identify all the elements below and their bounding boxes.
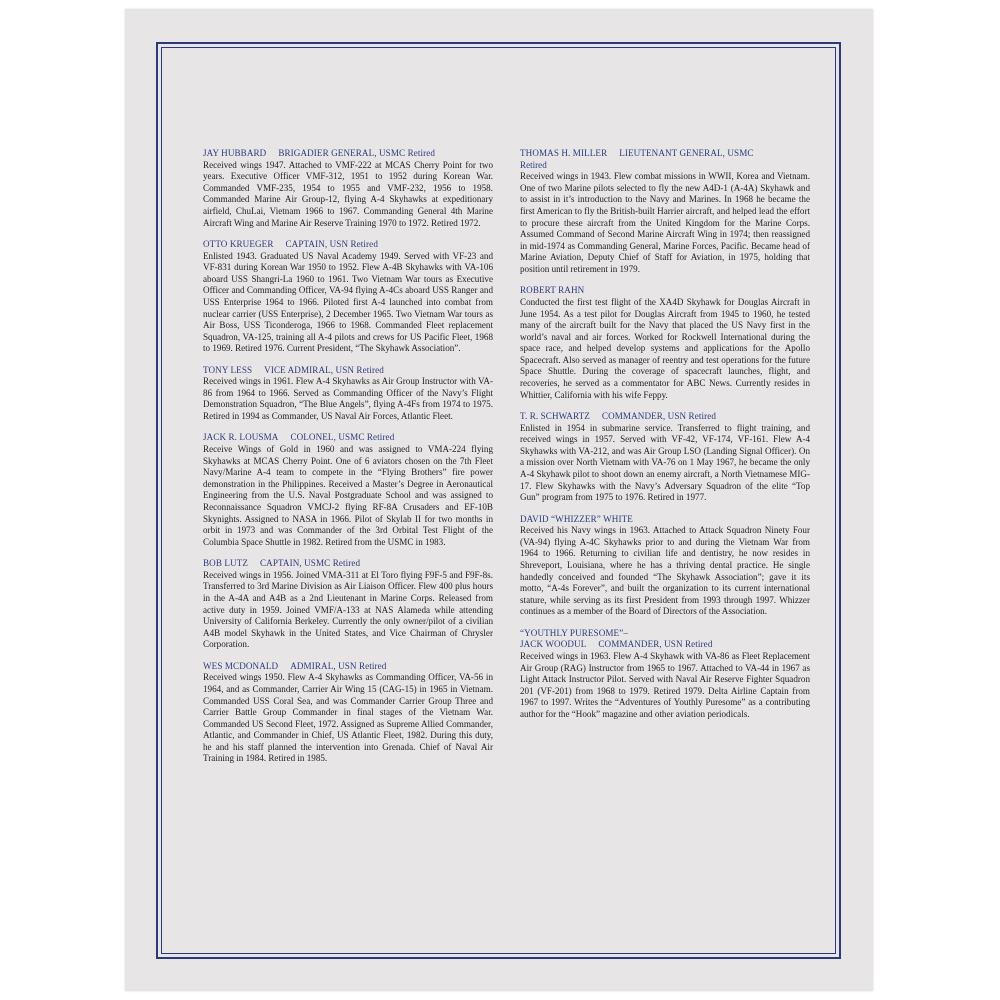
- bio-entry: [203, 239, 493, 355]
- person-name: JAY HUBBARD: [203, 148, 267, 158]
- person-name: WES MCDONALD: [203, 660, 279, 671]
- retired-label: Retired: [685, 639, 713, 650]
- bio-text: Enlisted 1943. Graduated US Naval Academy 1949. Served with VF-23 and VF-831 during Korean War 1950 to 1952. Flew A-4B Skyhawks with VA-106 aboard USS Shangri-La 1960 to 1961. Two Vietnam War tours as Executive Officer and Commanding Officer, VA-94 flying A-4Cs aboard USS Ranger and USS Enterprise 1964 to 1966. Piloted first A-4 launched into combat from nuclear carrier (USS Enterprise), 2 December 1965. Two Vietnam War tours as Air Boss, USS Ticonderoga, 1966 to 1968. Commanded Fleet replacement Squadron, VA-125, training all A-4 pilots and crews for US Pacific Fleet, 1968 to 1969. Retired 1976. Current President, “The Skyhawk Association”.: [203, 250, 493, 354]
- rank-text: BRIGADIER GENERAL, USMC: [278, 148, 406, 158]
- person-name: TONY LESS: [203, 364, 253, 375]
- bio-entry: [203, 432, 493, 548]
- bio-text: Received wings 1947. Attached to VMF-222 at MCAS Cherry Point for two years. Executive Officer VMF-312, 1951 to 1952 during Korean War. Commanded VMF-235, 1954 to 1955 and VMF-232, 1956 to 1958. Commanded Marine Air Group-12, flying A-4 Skyhawks at expeditionary airfield, ChuLai, Vietnam 1966 to 1967. Commanding General 4th Marine Aircraft Wing and Marine Air Reserve Training 1970 to 1972. Retired 1972.: [203, 159, 493, 228]
- bio-entry: [203, 558, 493, 651]
- person-rank: [264, 365, 384, 375]
- rank-text: COMMANDER, USN: [601, 411, 687, 422]
- person-name: DAVID “WHIZZER” WHITE: [520, 513, 633, 524]
- bio-text: Conducted the first test flight of the XA4D Skyhawk for Douglas Aircraft in June 1954. As a test pilot for Douglas Aircraft from 1945 to 1960, he tested many of the aircraft built for the Navy that placed the US Navy first in the world’s naval and air forces. Worked for Rockwell International during the space race, and helped develop systems and applications for the Apollo Spacecraft. Also served as manager of reentry and test operations for the future Space Shuttle. During the coverage of spacecraft launches, flight, and recoveries, he served as a commentator for ABC News. Currently resides in Whittier, California with his wife Feppy.: [520, 296, 810, 400]
- bio-heading: [520, 514, 810, 526]
- retired-label: Retired: [332, 558, 361, 569]
- rank-text: COMMANDER, USN: [598, 639, 683, 650]
- person-name: BOB LUTZ: [203, 558, 249, 569]
- person-rank: LIEUTENANT GENERAL, USMC: [619, 148, 754, 158]
- bio-entry: [520, 148, 810, 276]
- bio-heading: [203, 239, 493, 251]
- retired-label: Retired: [356, 364, 384, 375]
- bio-entry: [520, 285, 810, 401]
- left-column: [203, 148, 493, 775]
- bio-heading: [520, 148, 810, 160]
- bio-heading: [520, 285, 810, 297]
- bio-heading: [203, 661, 493, 673]
- person-name: ROBERT RAHN: [520, 285, 585, 296]
- retired-label: Retired: [350, 238, 378, 249]
- bio-text: Received wings in 1961. Flew A-4 Skyhawks as Air Group Instructor with VA-86 from 1964 to 1966. Served as Commanding Officer of the Navy’s Flight Demonstration Squadron, “The Blue Angels”, flying A-4Fs from 1974 to 1975. Retired in 1994 as Commander, US Naval Air Forces, Atlantic Fleet.: [203, 376, 493, 422]
- bio-heading: [203, 432, 493, 444]
- bio-entry: [203, 365, 493, 423]
- bio-heading: [203, 148, 493, 160]
- bio-entry: [203, 661, 493, 765]
- person-rank: [598, 639, 712, 649]
- bio-entry: [203, 148, 493, 229]
- bio-text: Enlisted in 1954 in submarine service. Transferred to flight training, and received wings in 1957. Served with VF-42, VF-174, VF-161. Flew A-4 Skyhawks with VA-212, and was Air Group LSO (Landing Signal Officer). On a mission over North Vietnam with VA-76 on 1 May 1967, he became the only A-4 Skyhawk pilot to shoot down an enemy aircraft, a North Vietnamese MIG-17. Flew Skyhawks with the Navy’s Adversary Squadron of the elite “Top Gun” program from 1975 to 1976. Retired in 1977.: [520, 422, 810, 503]
- rank-text: COLONEL, USMC: [290, 432, 365, 443]
- rank-text: CAPTAIN, USN: [285, 238, 349, 249]
- bio-text: Received wings in 1956. Joined VMA-311 at El Toro flying F9F-5 and F9F-8s. Transferred to 3rd Marine Division as Air Liaison Officer. Flew 400 plus hours in the A-4A and A4B as a 2nd Lieutenant in Marine Corps. Released from active duty in 1959. Joined VMF/A-133 at NAS Alameda while attending University of California Berkeley. Currently the only owner/pilot of a civilian A4B model Skyhawk in the United States, and Vice Chairman of Chrysler Corporation.: [203, 569, 493, 650]
- person-rank: [286, 239, 378, 249]
- retired-label: Retired: [407, 148, 436, 158]
- retired-label: Retired: [366, 432, 395, 443]
- retired-label: Retired: [358, 660, 387, 671]
- person-rank: [602, 411, 716, 421]
- bio-entry: [520, 628, 810, 721]
- bio-text: Received wings in 1943. Flew combat missions in WWII, Korea and Vietnam. One of two Marine pilots selected to fly the new A4D-1 (A-4A) Skyhawk and to assist in it’s introduction to the Navy and Marines. In 1968 he became the first American to fly the British-built Harrier aircraft, and helped lead the effort to procure these aircraft from the United Kingdom for the Marine Corps. Assumed Command of Second Marine Aircraft Wing in 1974; then reassigned in mid-1974 as Commanding General, Marine Forces, Pacific. Became head of Marine Aviation, Deputy Chief of Staff for Aviation, in 1975, holding that position until retirement in 1979.: [520, 171, 810, 274]
- retired-label: Retired: [520, 159, 547, 170]
- bio-heading: [203, 558, 493, 570]
- bio-heading: [520, 639, 810, 651]
- right-column: [520, 148, 810, 730]
- person-rank: [290, 661, 386, 671]
- bio-heading: [520, 411, 810, 423]
- person-rank: [278, 148, 435, 158]
- rank-text: VICE ADMIRAL, USN: [264, 364, 355, 375]
- person-name: JACK R. LOUSMA: [203, 432, 279, 443]
- bio-text: Received wings in 1963. Flew A-4 Skyhawk with VA-86 as Fleet Replacement Air Group (RAG) Instructor from 1965 to 1967. Attached to VA-44 in 1967 as Light Attack Instructor Pilot. Served with Naval Air Reserve Fighter Squadron 201 (VF-201) from 1968 to 1979. Retired 1979. Delta Airline Captain from 1967 to 1997. Writes the “Adventures of Youthly Puresome” as a contributing author for the “Hook” magazine and other aviation periodicals.: [520, 650, 810, 719]
- person-name: JACK WOODUL: [520, 639, 587, 650]
- bio-text: Received wings 1950. Flew A-4 Skyhawks as Commanding Officer, VA-56 in 1964, and as Commander, Carrier Air Wing 15 (CAG-15) in 1965 in Vietnam. Commanded USS Coral Sea, and was Commander Carrier Group Three and Carrier Battle Group Commander in final stages of the Vietnam War. Commanded US Second Fleet, 1972. Assigned as Supreme Allied Commander, Atlantic, and Commander in Chief, US Atlantic Fleet, 1982. During this duty, he and his staff planned the intervention into Grenada. Chief of Naval Air Training in 1984. Retired in 1985.: [203, 672, 493, 764]
- person-name: THOMAS H. MILLER: [520, 148, 608, 158]
- person-name: T. R. SCHWARTZ: [520, 411, 590, 422]
- bio-heading: [203, 365, 493, 377]
- bio-text: Received his Navy wings in 1963. Attached to Attack Squadron Ninety Four (VA-94) flying A-4C Skyhawks prior to and during the Vietnam War from 1964 to 1966. Returning to civilian life and dentistry, he now resides in Shreveport, Louisiana, where he has a thriving dental practice. He single handedly conceived and founded “The Skyhawk Association”; gave it its motto, “A-4s Forever”, and built the organization to its current international stature, while serving as its first President from 1993 through 1997. Whizzer continues as a member of the Board of Directors of the Association.: [520, 525, 810, 617]
- person-name: OTTO KRUEGER: [203, 238, 274, 249]
- bio-entry: [520, 514, 810, 618]
- person-rank: [290, 432, 394, 442]
- person-rank: [260, 558, 360, 568]
- bio-nickname: “YOUTHLY PURESOME”–: [520, 627, 629, 638]
- bio-text: Receive Wings of Gold in 1960 and was assigned to VMA-224 flying Skyhawks at MCAS Cherry Point. One of 6 aviators chosen on the 7th Fleet Navy/Marine A-4 team to compete in the “Flying Brothers” fire power demonstration in the Philippines. Received a Master’s Degree in Aeronautical Engineering from the U.S. Naval Postgraduate School and was assigned to Reconnaissance Squadron VMCJ-2 flying RF-8A Crusaders and EF-10B Skynights. Assigned to NASA in 1966. Pilot of Skylab II for two months in orbit in 1973 and was Commander of the 3rd Orbital Test Flight of the Columbia Space Shuttle in 1982. Retired from the USMC in 1983.: [203, 444, 493, 547]
- retired-label: Retired: [688, 411, 717, 422]
- rank-text: ADMIRAL, USN: [290, 660, 357, 671]
- bio-entry: [520, 411, 810, 504]
- rank-text: CAPTAIN, USMC: [260, 558, 331, 569]
